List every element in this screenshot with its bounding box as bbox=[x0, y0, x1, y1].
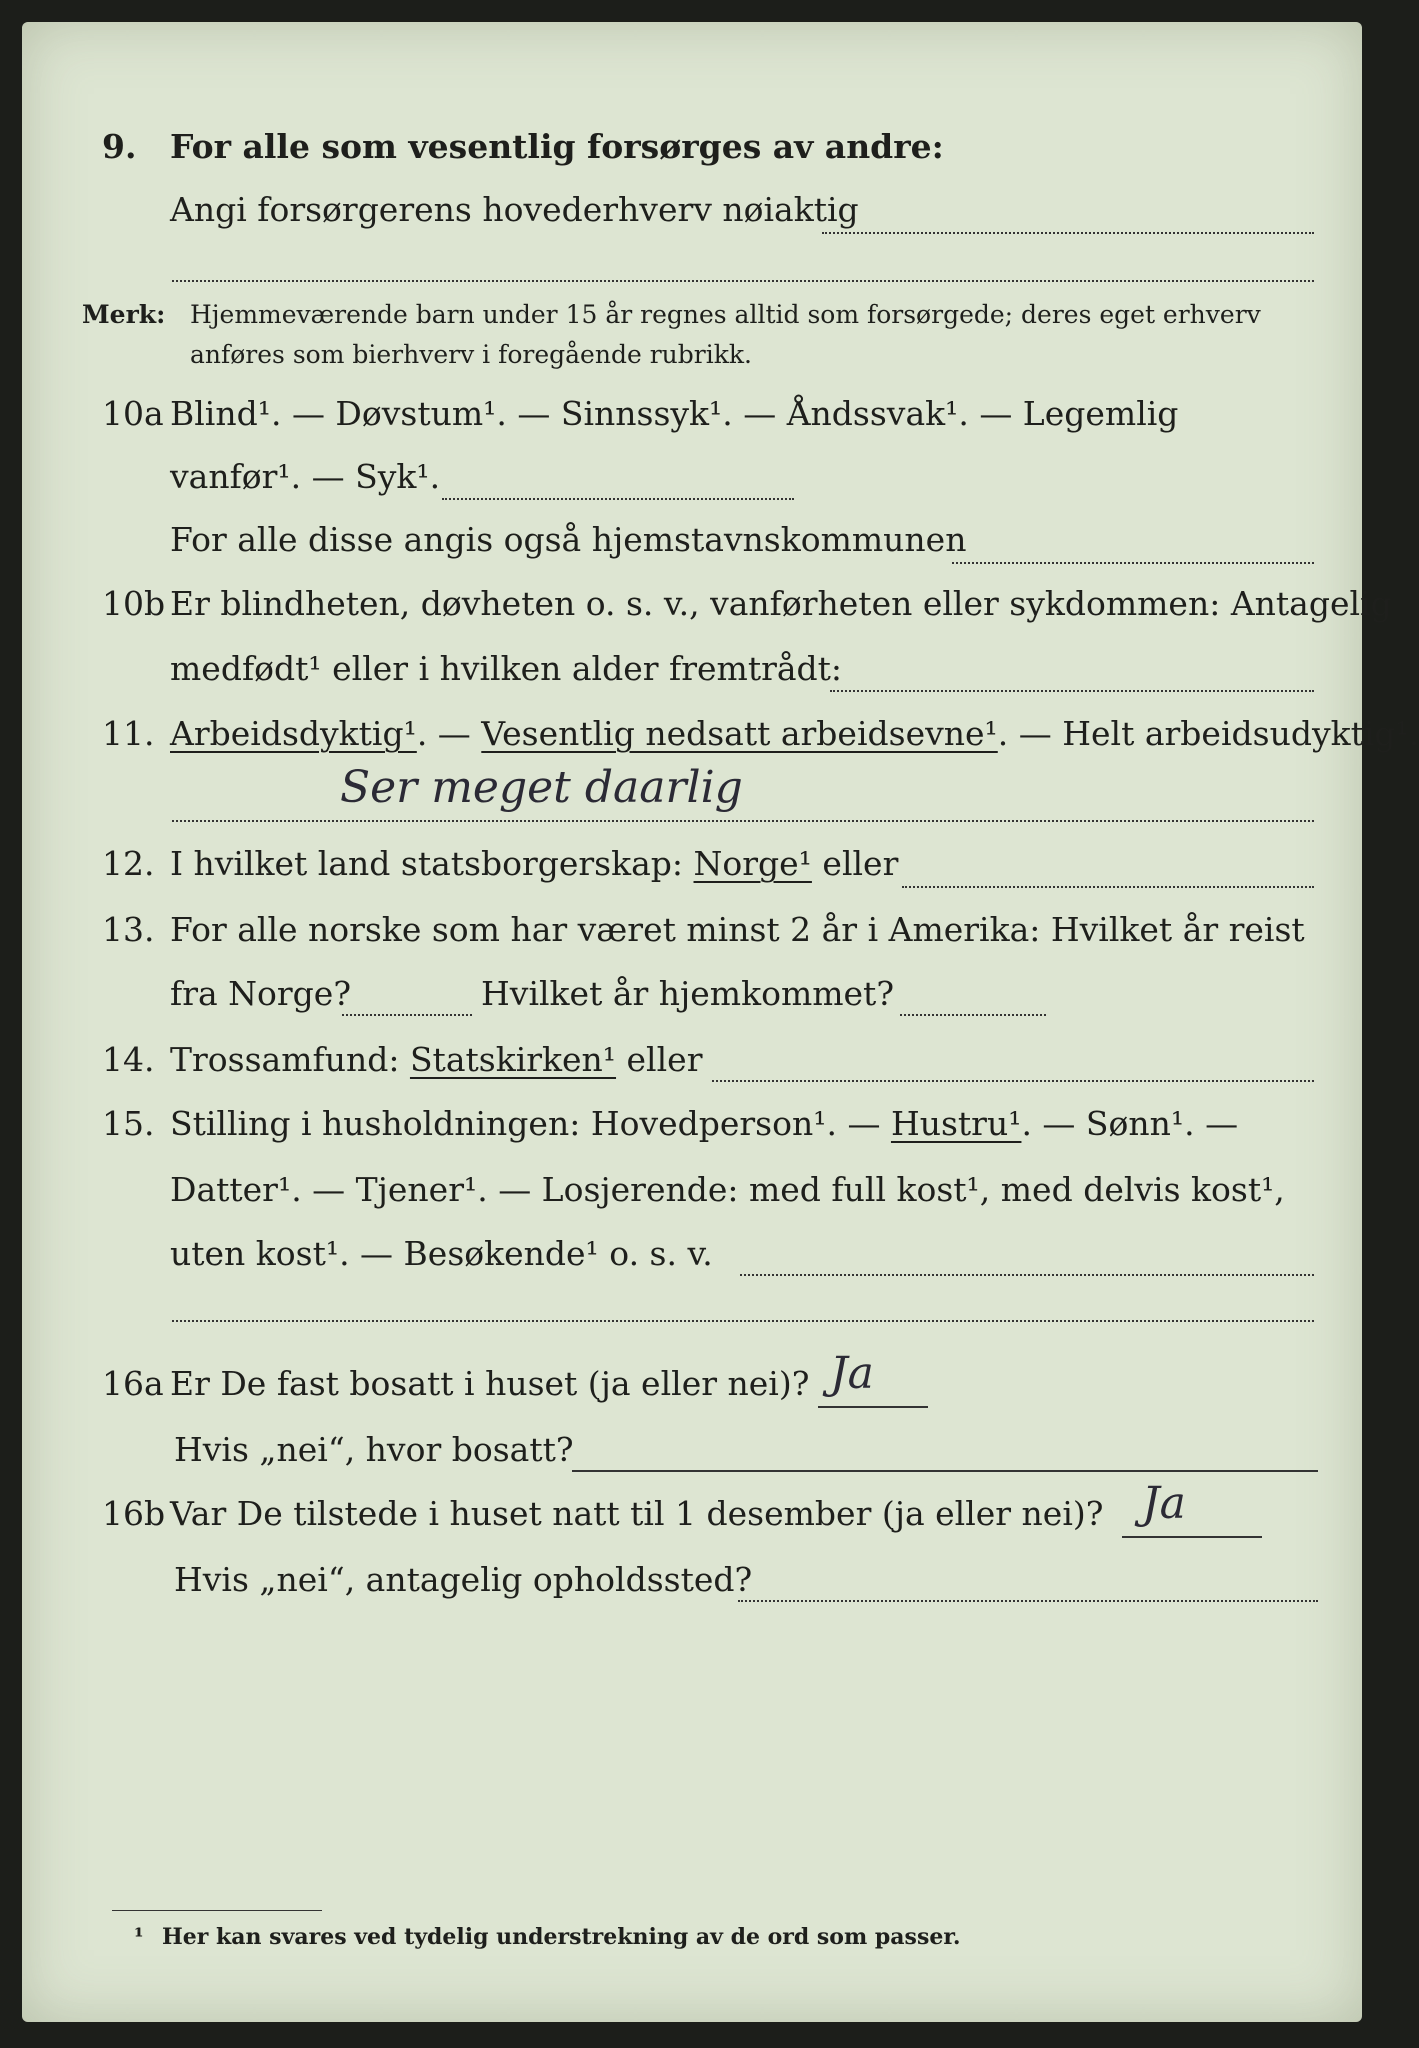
q10b-answer-field[interactable] bbox=[830, 690, 1314, 692]
q12-answer-field[interactable] bbox=[902, 886, 1314, 888]
q9-answer-field-2[interactable] bbox=[172, 280, 1314, 282]
q10a-answer-field[interactable] bbox=[442, 498, 794, 500]
q16b-answer-field[interactable] bbox=[1122, 1536, 1262, 1538]
q11-option-nedsatt[interactable]: Vesentlig nedsatt arbeidsevne¹ bbox=[481, 714, 998, 753]
q16a-handwritten-answer: Ja bbox=[830, 1348, 874, 1399]
q9-question: For alle som vesentlig forsørges av andre: bbox=[170, 127, 944, 166]
q10b-number: 10b bbox=[102, 584, 166, 623]
footnote-text: Her kan svares ved tydelig understrekning av de ord som passer. bbox=[162, 1924, 961, 1950]
q16a-number: 16a bbox=[102, 1364, 164, 1403]
q13-year-returned-field[interactable] bbox=[900, 1014, 1046, 1016]
q14-answer-field[interactable] bbox=[712, 1080, 1314, 1082]
note-label: Merk: bbox=[82, 300, 166, 329]
q13-number: 13. bbox=[102, 910, 155, 949]
q16b-where-field[interactable] bbox=[738, 1600, 1318, 1602]
q9-sub-question: Angi forsørgerens hovederhverv nøiaktig bbox=[170, 190, 859, 229]
q9-number: 9. bbox=[102, 127, 137, 166]
q15-answer-field[interactable] bbox=[740, 1274, 1314, 1276]
footnote-divider bbox=[112, 1910, 322, 1911]
note-line-2: anføres som bierhverv i foregående rubrikk. bbox=[190, 340, 752, 369]
q16b-handwritten-answer: Ja bbox=[1142, 1478, 1186, 1529]
q15-line-1a: Stilling i husholdningen: Hovedperson¹. — bbox=[170, 1104, 891, 1143]
census-form-page bbox=[22, 22, 1419, 2022]
q10a-number: 10a bbox=[102, 394, 164, 433]
q13-hjemkommet: Hvilket år hjemkommet? bbox=[481, 974, 895, 1013]
q15-number: 15. bbox=[102, 1104, 155, 1143]
q15-line-1b: . — Sønn¹. — bbox=[1021, 1104, 1239, 1143]
q13-fra-norge: fra Norge? bbox=[170, 974, 352, 1013]
q15-answer-field-2[interactable] bbox=[172, 1320, 1314, 1322]
q10a-line-3: For alle disse angis også hjemstavnskommunen bbox=[170, 520, 967, 559]
q16a-sub-question: Hvis „nei“, hvor bosatt? bbox=[174, 1430, 574, 1469]
q15-line-3: uten kost¹. — Besøkende¹ o. s. v. bbox=[170, 1234, 713, 1273]
q15-line-2: Datter¹. — Tjener¹. — Losjerende: med full kost¹, med delvis kost¹, bbox=[170, 1170, 1285, 1209]
q16b-number: 16b bbox=[102, 1494, 166, 1533]
q10b-line-2: medfødt¹ eller i hvilken alder fremtrådt: bbox=[170, 649, 843, 688]
q11-separator-2: . — bbox=[997, 714, 1063, 753]
q16a-question: Er De fast bosatt i huset (ja eller nei)? bbox=[170, 1364, 810, 1403]
q10b-line-1: Er blindheten, døvheten o. s. v., vanførheten eller sykdommen: Antagelig bbox=[170, 584, 1392, 623]
q13-year-left-field[interactable] bbox=[342, 1014, 472, 1016]
q16a-where-field[interactable] bbox=[572, 1470, 1318, 1472]
q10a-line-1: Blind¹. — Døvstum¹. — Sinnssyk¹. — Åndssvak¹. — Legemlig bbox=[170, 394, 1179, 433]
q12-question: I hvilket land statsborgerskap: bbox=[170, 844, 694, 883]
q10a-municipality-field[interactable] bbox=[952, 562, 1314, 564]
q9-answer-field[interactable] bbox=[822, 232, 1314, 234]
q11-handwritten-answer: Ser meget daarlig bbox=[340, 762, 743, 813]
q10a-line-2: vanfør¹. — Syk¹. bbox=[170, 457, 441, 496]
q11-option-arbeidsdyktig[interactable]: Arbeidsdyktig¹ bbox=[170, 714, 417, 753]
q14-eller: eller bbox=[616, 1040, 703, 1079]
note-line-1: Hjemmeværende barn under 15 år regnes alltid som forsørgede; deres eget erhverv bbox=[190, 300, 1261, 329]
q16b-question: Var De tilstede i huset natt til 1 desember (ja eller nei)? bbox=[170, 1494, 1104, 1533]
q11-answer-field[interactable] bbox=[172, 820, 1314, 822]
q12-eller: eller bbox=[811, 844, 899, 883]
q13-line-1: For alle norske som har været minst 2 år i Amerika: Hvilket år reist bbox=[170, 910, 1305, 949]
q11-number: 11. bbox=[102, 714, 155, 753]
footnote-marker: ¹ bbox=[134, 1924, 144, 1950]
q14-question: Trossamfund: bbox=[170, 1040, 410, 1079]
q12-number: 12. bbox=[102, 844, 155, 883]
q16b-sub-question: Hvis „nei“, antagelig opholdssted? bbox=[174, 1560, 753, 1599]
q14-number: 14. bbox=[102, 1040, 155, 1079]
q15-option-hustru[interactable]: Hustru¹ bbox=[890, 1104, 1022, 1143]
q11-option-udyktig[interactable]: Helt arbeidsudyktig¹. bbox=[1062, 714, 1419, 753]
q14-option-statskirken[interactable]: Statskirken¹ bbox=[409, 1040, 617, 1079]
q11-separator-1: . — bbox=[416, 714, 482, 753]
q16a-answer-field[interactable] bbox=[818, 1406, 928, 1408]
q12-option-norge[interactable]: Norge¹ bbox=[693, 844, 812, 883]
